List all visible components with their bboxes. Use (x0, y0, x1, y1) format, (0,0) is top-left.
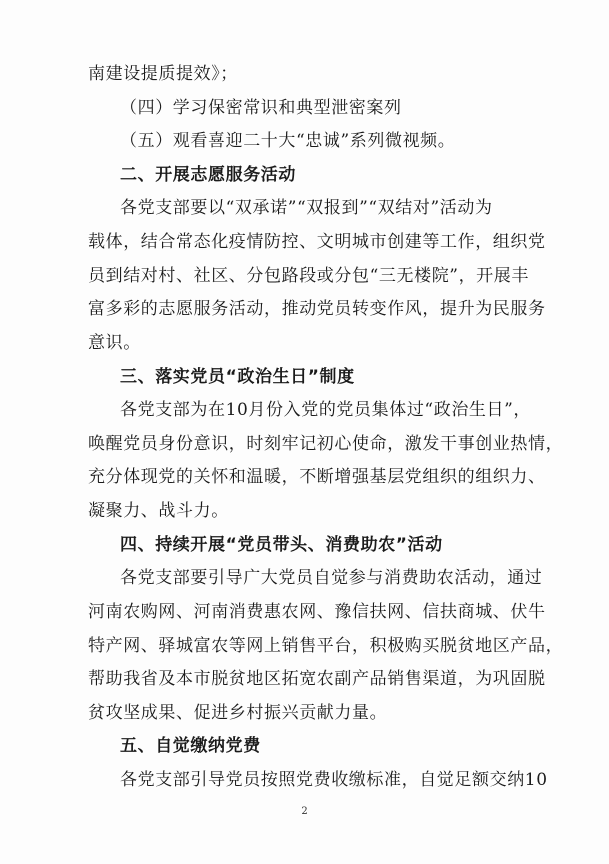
paragraph-line: 意识。 (88, 333, 141, 353)
paragraph-line: 各党支部要以“双承诺”“双报到”“双结对”活动为 (120, 198, 493, 218)
section-heading-5: 五、自觉缴纳党费 (120, 736, 261, 756)
paragraph-line: 载体，结合常态化疫情防控、文明城市创建等工作，组织党 (88, 232, 546, 252)
paragraph-line: 凝聚力、战斗力。 (88, 501, 229, 521)
paragraph-line: 各党支部为在10月份入党的党员集体过“政治生日”， (120, 400, 532, 420)
page-number: 2 (301, 806, 308, 817)
paragraph-line: 唤醒党员身份意识，时刻牢记初心使命，激发干事创业热情， (88, 434, 564, 454)
paragraph-line: 各党支部要引导广大党员自觉参与消费助农活动，通过 (120, 568, 543, 588)
paragraph-line: 员到结对村、社区、分包路段或分包“三无楼院”，开展丰 (88, 266, 529, 286)
paragraph-line: 河南农购网、河南消费惠农网、豫信扶网、信扶商城、伏牛 (88, 602, 546, 622)
list-item-4: （四）学习保密常识和典型泄密案列 (120, 98, 402, 118)
section-heading-2: 二、开展志愿服务活动 (120, 165, 296, 185)
list-item-5: （五）观看喜迎二十大“忠诚”系列微视频。 (120, 131, 456, 151)
paragraph-line: 充分体现党的关怀和温暖，不断增强基层党组织的组织力、 (88, 467, 546, 487)
section-heading-3: 三、落实党员“政治生日”制度 (120, 367, 355, 387)
paragraph-line: 富多彩的志愿服务活动，推动党员转变作风，提升为民服务 (88, 299, 546, 319)
section-heading-4: 四、持续开展“党员带头、消费助农”活动 (120, 535, 443, 555)
paragraph-line: 特产网、驿城富农等网上销售平台，积极购买脱贫地区产品， (88, 636, 564, 656)
paragraph-line: 贫攻坚成果、促进乡村振兴贡献力量。 (88, 703, 388, 723)
paragraph-line: 南建设提质提效》； (88, 64, 238, 84)
paragraph-line: 各党支部引导党员按照党费收缴标准，自觉足额交纳10 (120, 770, 548, 790)
paragraph-line: 帮助我省及本市脱贫地区拓宽农副产品销售渠道，为巩固脱 (88, 669, 546, 689)
